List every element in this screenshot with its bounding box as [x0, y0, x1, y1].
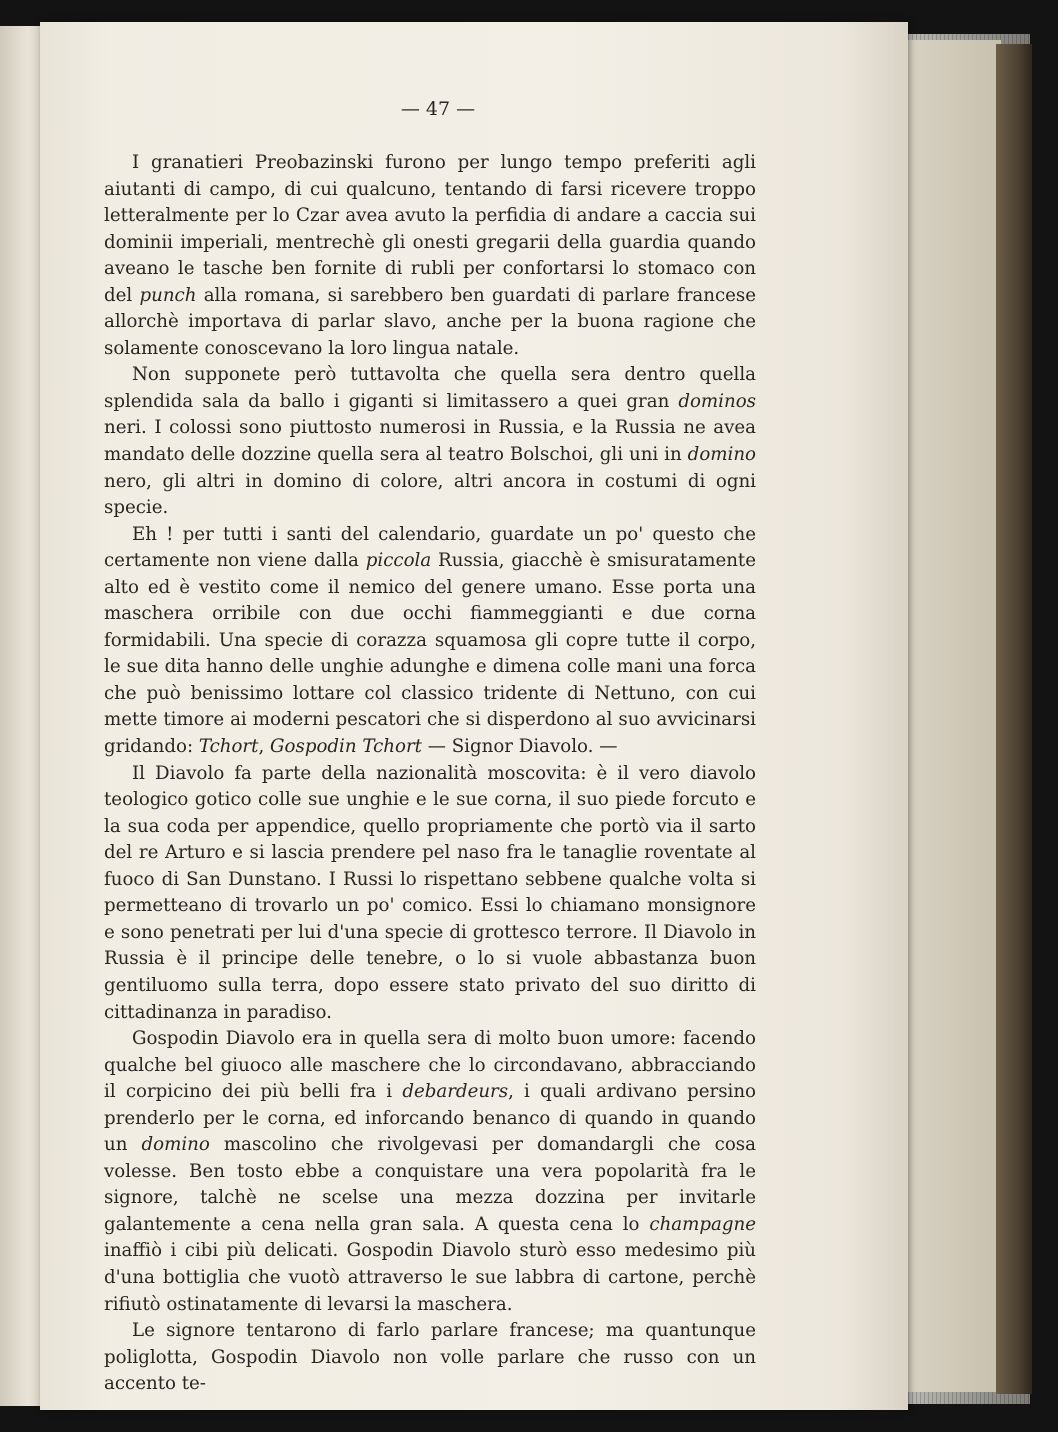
paragraph	[104, 150, 756, 362]
endpaper	[900, 40, 1001, 1392]
text-run: Eh ! per tutti i santi del calendario, guardate un po' questo che certamente non viene dalla	[104, 523, 756, 572]
text-run: alla romana, si sarebbero ben guardati di parlare francese allorchè importava di parlar slavo, anche per la buona ragione che solamente conoscevano la loro lingua natale.	[104, 284, 756, 359]
paragraph	[104, 761, 756, 1026]
italic-run: debardeurs	[402, 1081, 509, 1103]
italic-run: Gospodin Tchort	[270, 736, 422, 758]
text-run: nero, gli altri in domino di colore, altri ancora in costumi di ogni specie.	[104, 470, 756, 519]
page-number: — 47 —	[400, 98, 476, 120]
text-run: Gospodin Diavolo era in quella sera di molto buon umore: facendo qualche bel giuoco alle maschere che lo circondavano, abbracciando il corpicino dei più belli fra i	[104, 1028, 756, 1103]
facing-page-edge	[0, 26, 41, 1406]
text-run: Non supponete però tuttavolta che quella sera dentro quella splendida sala da ballo i giganti si limitassero a quei gran	[104, 364, 756, 412]
italic-run: champagne	[649, 1213, 756, 1235]
text-run: I granatieri Preobazinski furono per lungo tempo preferiti agli aiutanti di campo, di cui qualcuno, tentando di farsi ricevere troppo letteralmente per lo Czar avea avuto la perfidia di andare a caccia sui dominii imperiali, mentrechè gli onesti gregarii della guardia quando aveano le tasche ben fornite di rubli per confortarsi lo stomaco con del	[104, 152, 756, 306]
text-run: mascolino che rivolgevasi per domandargli che cosa volesse. Ben tosto ebbe a conquistare una vera popolarità fra le signore, talchè ne scelse una mezza dozzina per invitarle galantemente a cena nella gran sala. A questa cena lo	[104, 1134, 756, 1235]
italic-run: dominos	[678, 390, 756, 412]
paragraph	[104, 362, 756, 521]
text-run: Russia, giacchè è smisuratamente alto ed è vestito come il nemico del genere umano. Esse porta una maschera orribile con due occhi fiammeggianti e due corna formidabili. Una specie di corazza squamosa gli copre tutte il corpo, le sue dita hanno delle unghie adunghe e dimena colle mani una forca che può benissimo lottare col classico tridente di Nettuno, con cui mette timore ai moderni pescatori che si disperdono al suo avvicinarsi gridando:	[104, 550, 757, 758]
italic-run: punch	[139, 284, 197, 306]
text-run: ,	[258, 736, 271, 758]
italic-run: domino	[141, 1134, 210, 1156]
italic-run: domino	[687, 444, 756, 466]
text-run: — Signor Diavolo. —	[421, 736, 618, 758]
text-run: neri. I colossi sono piuttosto numerosi in Russia, e la Russia ne avea mandato delle dozzine quella sera al teatro Bolschoi, gli uni in	[104, 417, 756, 466]
book-cover-board	[996, 44, 1032, 1394]
italic-run: piccola	[365, 550, 432, 572]
text-run: Il Diavolo fa parte della nazionalità moscovita: è il vero diavolo teologico gotico colle sue unghie e le sue corna, il suo piede forcuto e la sua coda per appendice, quello propriamente che portò via il sarto del re Arturo e si lascia prendere pel naso fra le tanaglie roventate al fuoco di San Dunstano. I Russi lo rispettano sebbene qualche volta si permetteano di trovarlo un po' comico. Essi lo chiamano monsignore e sono penetrati per lui d'una specie di grottesco terrore. Il Diavolo in Russia è il principe delle tenebre, o lo si vuole abbastanza buon gentiluomo sulla terra, dopo essere stato privato del suo diritto di cittadinanza in paradiso.	[104, 762, 756, 1023]
paragraph	[104, 1026, 756, 1318]
paragraph	[104, 522, 756, 761]
text-run: , i quali ardivano persino prenderlo per le corna, ed inforcando benanco di quando in quando un	[104, 1081, 757, 1156]
paragraph	[104, 1318, 756, 1398]
italic-run: Tchort	[198, 736, 259, 758]
page-body-text	[104, 150, 756, 1398]
text-run: Le signore tentarono di farlo parlare francese; ma quantunque poliglotta, Gospodin Diavolo non volle parlare che russo con un accento te-	[104, 1320, 756, 1395]
text-run: inaffiò i cibi più delicati. Gospodin Diavolo sturò esso medesimo più d'una bottiglia che vuotò attraverso le sue labbra di cartone, perchè rifiutò ostinatamente di levarsi la maschera.	[104, 1240, 756, 1315]
